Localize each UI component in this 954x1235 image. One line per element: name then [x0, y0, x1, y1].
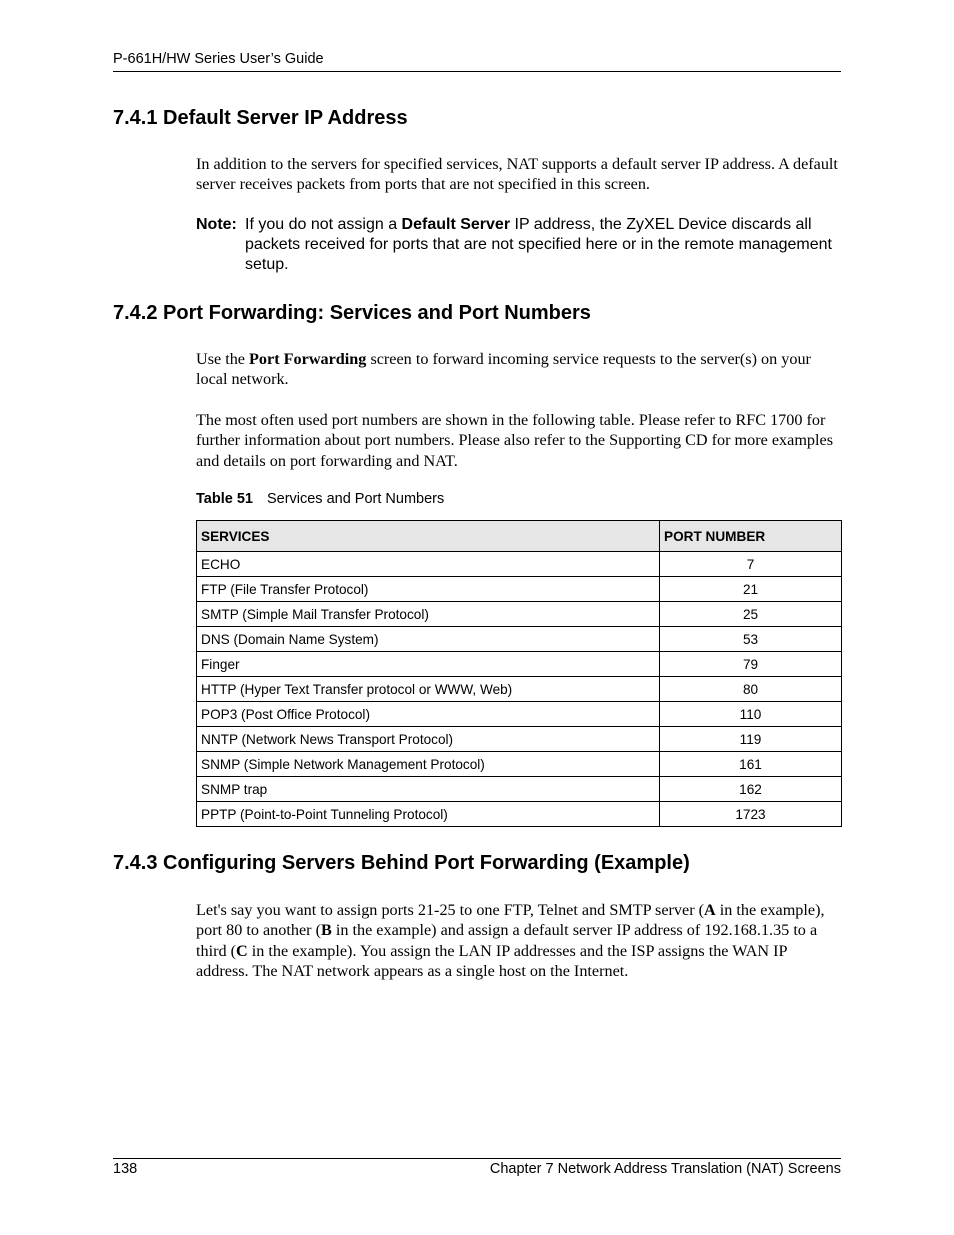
port-cell: 79: [660, 652, 842, 677]
service-cell: Finger: [197, 652, 660, 677]
table-caption: [196, 491, 444, 507]
page-number: 138: [113, 1161, 138, 1177]
column-header-services: SERVICES: [197, 521, 660, 552]
port-cell: 80: [660, 677, 842, 702]
service-cell: SMTP (Simple Mail Transfer Protocol): [197, 602, 660, 627]
heading-7-4-2: 7.4.2 Port Forwarding: Services and Port Numbers: [113, 302, 591, 324]
services-table: [196, 520, 842, 827]
port-cell: 119: [660, 727, 842, 752]
table-row: [197, 727, 842, 752]
table-row: [197, 777, 842, 802]
service-cell: NNTP (Network News Transport Protocol): [197, 727, 660, 752]
port-cell: 21: [660, 577, 842, 602]
service-cell: ECHO: [197, 552, 660, 577]
table-row: [197, 602, 842, 627]
service-cell: POP3 (Post Office Protocol): [197, 702, 660, 727]
note-block: [196, 215, 842, 276]
port-cell: 53: [660, 627, 842, 652]
footer-divider: [113, 1158, 841, 1159]
table-row: [197, 702, 842, 727]
service-cell: FTP (File Transfer Protocol): [197, 577, 660, 602]
heading-7-4-3: 7.4.3 Configuring Servers Behind Port Forwarding (Example): [113, 852, 690, 874]
service-cell: SNMP trap: [197, 777, 660, 802]
table-row: [197, 652, 842, 677]
table-row: [197, 752, 842, 777]
port-cell: 162: [660, 777, 842, 802]
service-cell: PPTP (Point-to-Point Tunneling Protocol): [197, 802, 660, 827]
column-header-port-number: PORT NUMBER: [660, 521, 842, 552]
header-divider: [113, 71, 841, 72]
port-cell: 25: [660, 602, 842, 627]
table-row: [197, 802, 842, 827]
heading-7-4-1: 7.4.1 Default Server IP Address: [113, 107, 408, 129]
table-row: [197, 552, 842, 577]
running-header: P-661H/HW Series User’s Guide: [113, 51, 324, 67]
table-caption-label: Table 51: [196, 491, 253, 507]
service-cell: HTTP (Hyper Text Transfer protocol or WWW, Web): [197, 677, 660, 702]
table-row: [197, 577, 842, 602]
table-row: [197, 627, 842, 652]
port-cell: 1723: [660, 802, 842, 827]
port-numbers-paragraph: The most often used port numbers are shown in the following table. Please refer to RFC 1700 for further information about port numbers. Please also refer to the Supporting CD for more examples and details on port forwarding and NAT.: [196, 411, 833, 470]
note-text: If you do not assign a Default Server IP address, the ZyXEL Device discards all packets received for ports that are not specified here or in the remote management setup.: [245, 216, 832, 274]
table-header-row: [197, 521, 842, 552]
port-forwarding-intro: Use the Port Forwarding screen to forward incoming service requests to the server(s) on your local network.: [196, 350, 811, 389]
chapter-title: Chapter 7 Network Address Translation (NAT) Screens: [489, 1161, 841, 1177]
table-row: [197, 677, 842, 702]
port-cell: 161: [660, 752, 842, 777]
port-cell: 7: [660, 552, 842, 577]
example-paragraph: Let's say you want to assign ports 21-25 to one FTP, Telnet and SMTP server (A in the example), port 80 to another (B in the example) and assign a default server IP address of 192.168.1.35 to a third (C in the example). You assign the LAN IP addresses and the ISP assigns the WAN IP address. The NAT network appears as a single host on the Internet.: [196, 901, 825, 980]
table-caption-text: Services and Port Numbers: [266, 491, 445, 507]
service-cell: DNS (Domain Name System): [197, 627, 660, 652]
port-cell: 110: [660, 702, 842, 727]
note-label: Note:: [196, 216, 237, 233]
default-server-paragraph: In addition to the servers for specified services, NAT supports a default server IP address. A default server receives packets from ports that are not specified in this screen.: [196, 155, 838, 194]
service-cell: SNMP (Simple Network Management Protocol): [197, 752, 660, 777]
